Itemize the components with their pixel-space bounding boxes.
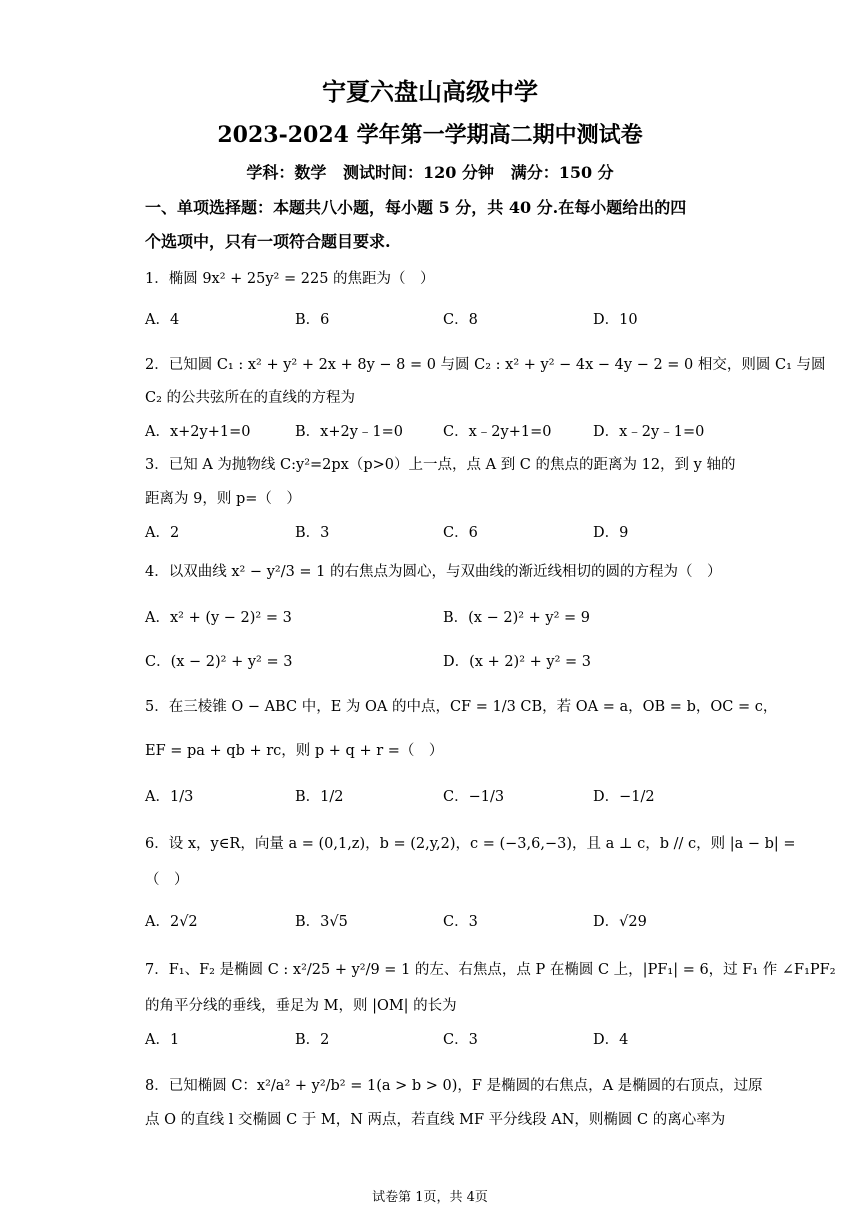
question-7-stem-line1: 7．F₁、F₂ 是椭圆 C : x²/25 + y²/9 = 1 的左、右焦点，点 P 在椭圆 C 上，|PF₁| = 6，过 F₁ 作 ∠F₁PF₂ [145,962,836,978]
option-a: A．1/3 [145,789,194,805]
option-d: D．9 [593,525,629,541]
option-d: D．10 [593,312,638,328]
option-b: B．3 [295,525,330,541]
question-8-stem-line1: 8．已知椭圆 C：x²/a² + y²/b² = 1(a > b > 0)，F 是椭圆的右焦点，A 是椭圆的右顶点，过原 [145,1078,763,1094]
option-d: D．4 [593,1032,629,1048]
option-b: B．(x − 2)² + y² = 9 [443,610,591,626]
question-1-stem: 1．椭圆 9x² + 25y² = 225 的焦距为（ ） [145,271,435,287]
question-2-stem-line2: C₂ 的公共弦所在的直线的方程为 [145,390,356,406]
question-5-stem-line2: EF = pa + qb + rc，则 p + q + r =（ ） [145,743,444,759]
school-title: 宁夏六盘山高级中学 [322,77,538,106]
option-a: A．x+2y+1=0 [145,424,251,440]
question-7-stem-line2: 的角平分线的垂线，垂足为 M，则 |OM| 的长为 [145,998,457,1014]
option-a: A．4 [145,312,180,328]
option-d: D．−1/2 [593,789,655,805]
section-heading-line1: 一、单项选择题：本题共八小题，每小题 5 分，共 40 分.在每小题给出的四 [145,198,687,217]
option-c: C．3 [443,914,478,930]
question-2-stem-line1: 2．已知圆 C₁ : x² + y² + 2x + 8y − 8 = 0 与圆 C₂ : x² + y² − 4x − 4y − 2 = 0 相交，则圆 C₁ 与圆 [145,357,826,373]
option-d: D．√29 [593,914,647,930]
option-d: D．x﹣2y﹣1=0 [593,424,705,440]
option-c: C．6 [443,525,478,541]
question-4-stem: 4．以双曲线 x² − y²/3 = 1 的右焦点为圆心，与双曲线的渐近线相切的圆的方程为（ ） [145,564,722,580]
option-c: C．x﹣2y+1=0 [443,424,552,440]
option-c: C．−1/3 [443,789,505,805]
option-b: B．6 [295,312,330,328]
option-b: B．2 [295,1032,330,1048]
section-heading-line2: 个选项中，只有一项符合题目要求. [145,232,391,251]
option-a: A．x² + (y − 2)² = 3 [145,610,292,626]
question-8-stem-line2: 点 O 的直线 l 交椭圆 C 于 M，N 两点，若直线 MF 平分线段 AN，则椭圆 C 的离心率为 [145,1112,726,1128]
option-c: C．3 [443,1032,478,1048]
option-d: D．(x + 2)² + y² = 3 [443,654,591,670]
question-3-stem-line1: 3．已知 A 为抛物线 C:y²=2px（p>0）上一点，点 A 到 C 的焦点的距离为 12，到 y 轴的 [145,457,736,473]
option-b: B．1/2 [295,789,344,805]
question-5-stem-line1: 5．在三棱锥 O − ABC 中，E 为 OA 的中点，CF = 1/3 CB，若 OA = a，OB = b，OC = c， [145,699,778,715]
question-6-stem-line1: 6．设 x，y∈R，向量 a = (0,1,z)，b = (2,y,2)，c = (−3,6,−3)，且 a ⊥ c，b // c，则 |a − b| = [145,836,796,852]
option-a: A．2 [145,525,180,541]
question-6-stem-line2: （ ） [145,872,189,888]
question-3-stem-line2: 距离为 9，则 p=（ ） [145,491,301,507]
option-c: C．8 [443,312,478,328]
option-b: B．x+2y﹣1=0 [295,424,403,440]
exam-info: 学科：数学 测试时间：120 分钟 满分：150 分 [246,163,614,182]
page-footer: 试卷第 1页，共 4页 [372,1190,488,1205]
option-b: B．3√5 [295,914,348,930]
exam-title: 2023-2024 学年第一学期高二期中测试卷 [217,122,643,148]
option-a: A．1 [145,1032,180,1048]
option-a: A．2√2 [145,914,198,930]
option-c: C．(x − 2)² + y² = 3 [145,654,293,670]
